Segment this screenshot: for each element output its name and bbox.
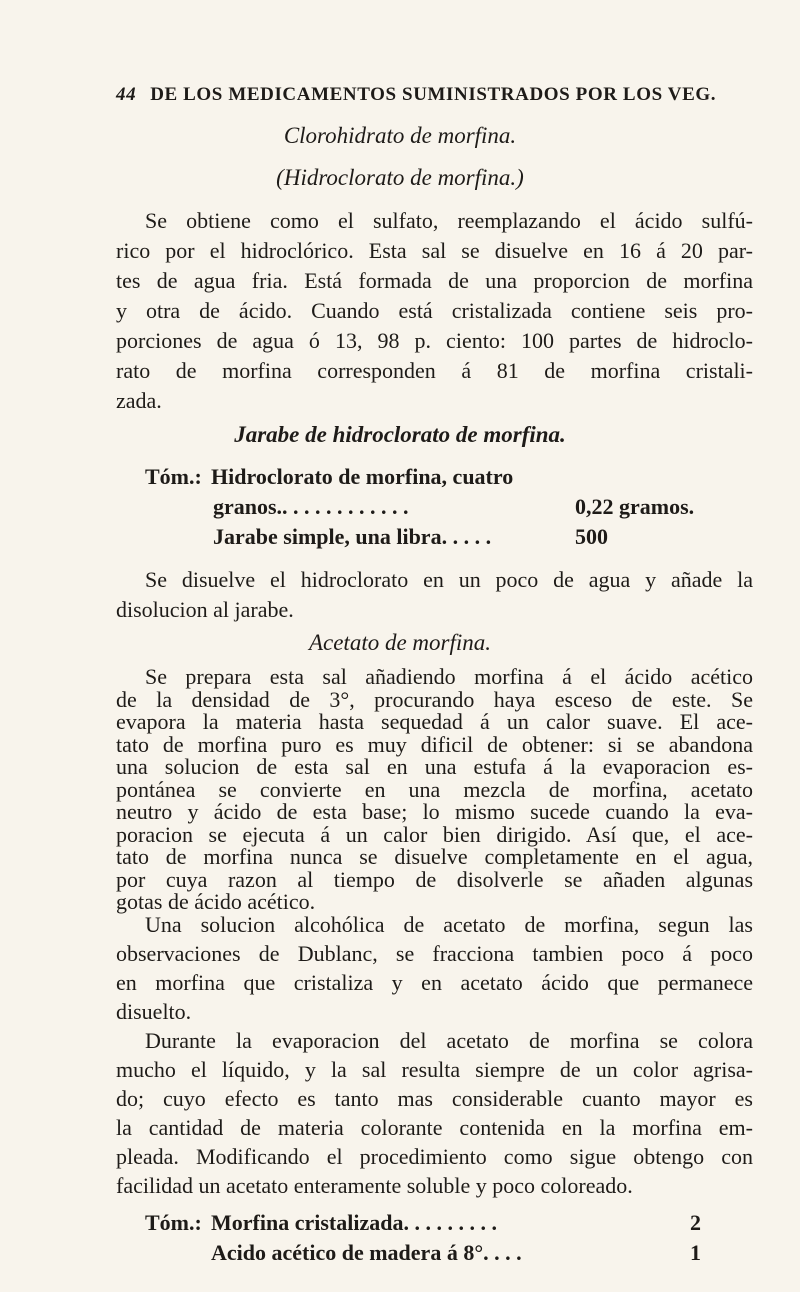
recipe-label: Tóm.:	[145, 464, 202, 489]
text-line: observaciones de Dublanc, se fracciona tambien poco á poco	[116, 941, 753, 966]
text-line: tato de morfina nunca se disuelve completamente en el agua,	[116, 844, 753, 869]
text-line: disolucion al jarabe.	[116, 597, 294, 622]
recipe-item: Acido acético de madera á 8°. . . .	[211, 1240, 522, 1265]
text-line: y otra de ácido. Cuando está cristalizada contiene seis pro-	[116, 298, 753, 323]
text-line: rato de morfina corresponden á 81 de morfina cristali-	[116, 358, 753, 383]
text-line: disuelto.	[116, 999, 192, 1024]
text-line: tato de morfina puro es muy dificil de obtener: si se abandona	[116, 731, 753, 757]
recipe-row: Jarabe simple, una libra. . . . .	[213, 524, 492, 549]
text-line: una solucion de esta sal en una estufa á la evaporacion es-	[116, 754, 753, 779]
text-line: Se prepara esta sal añadiendo morfina á el ácido acético	[145, 664, 753, 689]
running-header	[116, 80, 716, 110]
text-line: poracion se ejecuta á un calor bien dirigido. Así que, el ace-	[116, 821, 753, 847]
recipe-label: Tóm.:	[145, 1210, 202, 1235]
text-line: en morfina que cristaliza y en acetato ácido que permanece	[116, 970, 753, 995]
text-line: Se disuelve el hidroclorato en un poco de agua y añade la	[145, 567, 753, 592]
text-line: porciones de agua ó 13, 98 p. ciento: 100 partes de hidroclo-	[116, 328, 753, 353]
section-subtitle-hidroclorato: (Hidroclorato de morfina.)	[276, 165, 524, 190]
page-number: 44	[116, 84, 137, 105]
recipe-quantity: 2	[690, 1210, 701, 1235]
text-line: tes de agua fria. Está formada de una proporcion de morfina	[116, 268, 753, 293]
recipe-item: Hidroclorato de morfina, cuatro	[211, 464, 514, 489]
running-title: DE LOS MEDICAMENTOS SUMINISTRADOS POR LOS VEG.	[150, 84, 717, 105]
section-title-acetato: Acetato de morfina.	[308, 630, 492, 655]
text-line: gotas de ácido acético.	[116, 889, 316, 914]
text-line: pleada. Modificando el procedimiento como sigue obtengo con	[116, 1144, 753, 1169]
text-line: rico por el hidroclórico. Esta sal se disuelve en 16 á 20 par-	[116, 238, 753, 263]
text-line: pontánea se convierte en una mezcla de morfina, acetato	[116, 776, 753, 802]
text-line: evapora la materia hasta sequedad á un calor suave. El ace-	[116, 709, 753, 734]
recipe-quantity: 500	[575, 524, 608, 549]
text-line: facilidad un acetato enteramente soluble y poco coloreado.	[116, 1173, 633, 1198]
section-title-clorohidrato: Clorohidrato de morfina.	[283, 123, 517, 148]
text-line: por cuya razon al tiempo de disolverle se añaden algunas	[116, 866, 753, 892]
recipe-quantity: 1	[690, 1240, 701, 1265]
section-title-jarabe: Jarabe de hidroclorato de morfina.	[234, 422, 566, 447]
recipe-row	[145, 462, 513, 492]
text-line: Se obtiene como el sulfato, reemplazando el ácido sulfú-	[145, 208, 753, 233]
text-line: Una solucion alcohólica de acetato de morfina, segun las	[145, 912, 753, 937]
recipe-quantity: 0,22 gramos.	[575, 494, 695, 519]
text-line: neutro y ácido de esta base; lo mismo sucede cuando la eva-	[116, 799, 753, 824]
recipe-item: Morfina cristalizada. . . . . . . . .	[211, 1210, 497, 1235]
recipe-row: granos.. . . . . . . . . . . .	[213, 494, 409, 519]
text-line: Durante la evaporacion del acetato de morfina se colora	[145, 1028, 753, 1053]
text-line: de la densidad de 3°, procurando haya esceso de este. Se	[116, 686, 753, 712]
text-line: zada.	[116, 388, 162, 413]
text-line: la cantidad de materia colorante contenida en la morfina em-	[116, 1115, 753, 1140]
text-line: mucho el líquido, y la sal resulta siempre de un color agrisa-	[116, 1057, 753, 1082]
text-line: do; cuyo efecto es tanto mas considerable cuanto mayor es	[116, 1086, 753, 1111]
